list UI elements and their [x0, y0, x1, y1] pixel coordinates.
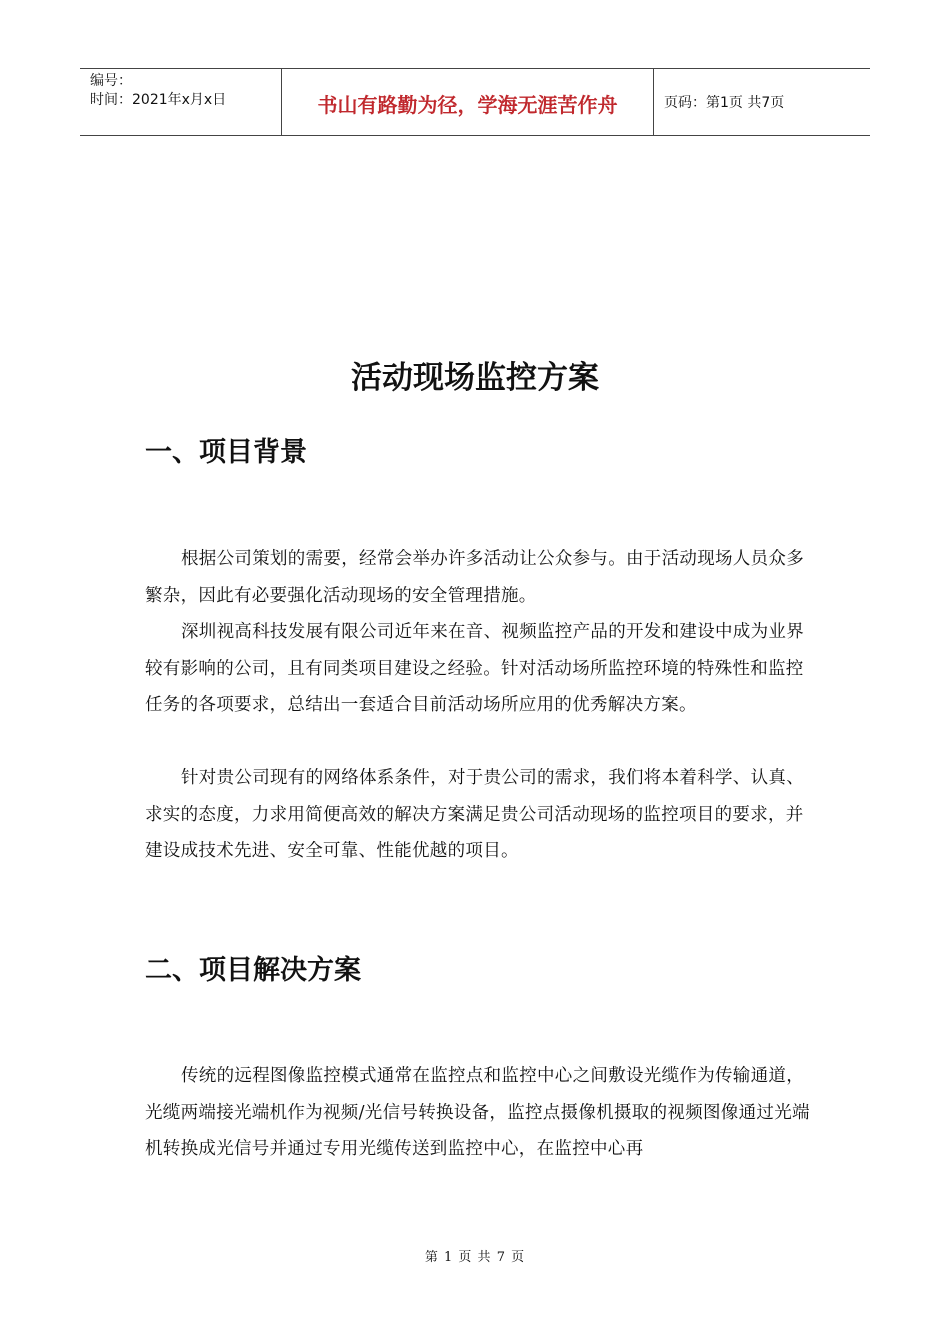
document-time-label: 时间：2021年x月x日 — [90, 92, 227, 108]
page-footer: 第 1 页 共 7 页 — [424, 1250, 526, 1265]
header-motto: 书山有路勤为径，学海无涯苦作舟 — [282, 69, 654, 135]
document-number-label: 编号： — [90, 73, 132, 89]
paragraph: 传统的远程图像监控模式通常在监控点和监控中心之间敷设光缆作为传输通道，光缆两端接光端机作为视频/光信号转换设备，监控点摄像机摄取的视频图像通过光端机转换成光信号并通过专用光缆传送到监控中心，在监控中心再 — [145, 1066, 810, 1159]
header-page-info: 页码：第1页 共7页 — [664, 95, 785, 111]
paragraph: 根据公司策划的需要，经常会举办许多活动让公众参与。由于活动现场人员众多繁杂，因此有必要强化活动现场的安全管理措施。 — [145, 549, 804, 606]
section-heading-solution: 二、项目解决方案 — [145, 955, 361, 986]
page-header — [80, 68, 870, 136]
paragraph: 深圳视高科技发展有限公司近年来在音、视频监控产品的开发和建设中成为业界较有影响的公司，且有同类项目建设之经验。针对活动场所监控环境的特殊性和监控任务的各项要求，总结出一套适合目前活动场所应用的优秀解决方案。 — [145, 622, 804, 715]
section-heading-background: 一、项目背景 — [145, 437, 307, 468]
header-meta-cell — [80, 69, 282, 135]
paragraph: 针对贵公司现有的网络体系条件，对于贵公司的需求，我们将本着科学、认真、求实的态度，力求用简便高效的解决方案满足贵公司活动现场的监控项目的要求，并建设成技术先进、安全可靠、性能优越的项目。 — [145, 768, 804, 861]
document-title: 活动现场监控方案 — [351, 360, 599, 396]
